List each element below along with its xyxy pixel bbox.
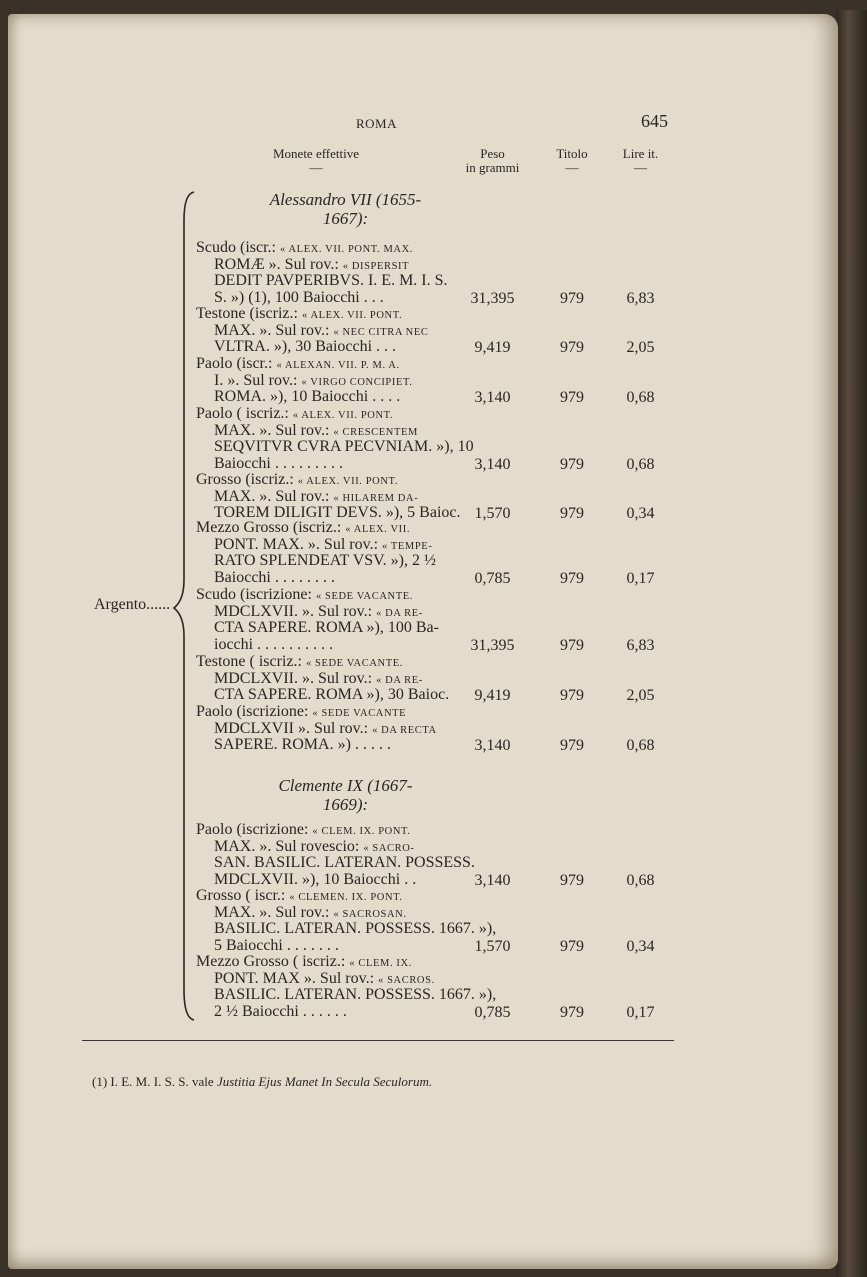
col-header-coins: Monete effettive — (272, 146, 360, 175)
coin-description-line: Mezzo Grosso (iscriz.: « ALEX. VII. (196, 519, 411, 536)
coin-description-line: BASILIC. LATERAN. POSSESS. 1667. »), (214, 920, 497, 938)
coin-weight: 3,140 (474, 737, 511, 755)
coin-description-line: PONT. MAX. ». Sul rov.: « TEMPE- (214, 535, 433, 553)
coin-fineness: 979 (560, 569, 584, 587)
section-title-clemente: Clemente IX (1667- 1669): (278, 776, 413, 814)
coin-description-line: Scudo (iscrizione: « SEDE VACANTE. (196, 586, 413, 603)
coin-description-line: Baiocchi . . . . . . . . . (214, 454, 343, 472)
coin-description-line: 2 ½ Baiocchi . . . . . . (214, 1002, 347, 1020)
coin-description-line: SAPERE. ROMA. ») . . . . . (214, 736, 391, 754)
coin-value-lire: 0,34 (626, 505, 655, 523)
coin-fineness: 979 (560, 289, 584, 307)
coin-description-line: MAX. ». Sul rov.: « NEC CITRA NEC (214, 321, 429, 339)
coin-fineness: 979 (560, 455, 584, 473)
coin-weight: 9,419 (474, 339, 511, 357)
coin-value-lire: 0,68 (626, 871, 655, 889)
coin-description-line: SAN. BASILIC. LATERAN. POSSESS. (214, 854, 475, 872)
coin-description-line: Baiocchi . . . . . . . . (214, 568, 335, 586)
coin-description-line: ROMÆ ». Sul rov.: « DISPERSIT (214, 255, 410, 273)
coin-description-line: Grosso ( iscr.: « CLEMEN. IX. PONT. (196, 887, 403, 904)
coin-weight: 9,419 (474, 687, 511, 705)
coin-fineness: 979 (560, 505, 584, 523)
coin-fineness: 979 (560, 389, 584, 407)
coin-description-line: MAX. ». Sul rov.: « HILAREM DA- (214, 487, 419, 505)
footnote-rule (82, 1040, 674, 1041)
coin-weight: 31,395 (470, 636, 515, 654)
coin-weight: 1,570 (474, 505, 511, 523)
coin-description-line: DEDIT PAVPERIBVS. I. E. M. I. S. (214, 272, 448, 290)
coin-value-lire: 2,05 (626, 339, 655, 357)
coin-description-line: MDCLXVII. ». Sul rov.: « DA RE- (214, 602, 423, 620)
book-edge (836, 10, 867, 1277)
coin-weight: 3,140 (474, 871, 511, 889)
coin-description-line: Testone ( iscriz.: « SEDE VACANTE. (196, 653, 403, 670)
coin-fineness: 979 (560, 687, 584, 705)
coin-description-line: CTA SAPERE. ROMA »), 30 Baioc. (214, 686, 450, 704)
coin-description-line: VLTRA. »), 30 Baiocchi . . . (214, 338, 397, 356)
coin-weight: 0,785 (474, 1003, 511, 1021)
coin-value-lire: 6,83 (626, 636, 655, 654)
coin-fineness: 979 (560, 1003, 584, 1021)
coin-description-line: Mezzo Grosso ( iscriz.: « CLEM. IX. (196, 953, 412, 970)
coin-description-line: MDCLXVII ». Sul rov.: « DA RECTA (214, 719, 437, 737)
coin-description-line: RATO SPLENDEAT VSV. »), 2 ½ (214, 552, 436, 570)
coin-description-line: MAX. ». Sul rov.: « SACROSAN. (214, 903, 407, 921)
coin-fineness: 979 (560, 737, 584, 755)
coin-value-lire: 0,17 (626, 1003, 655, 1021)
metal-label: Argento...... (94, 596, 171, 613)
running-title: ROMA (356, 116, 398, 131)
coin-fineness: 979 (560, 937, 584, 955)
coin-value-lire: 0,17 (626, 569, 655, 587)
coin-description-line: Testone (iscriz.: « ALEX. VII. PONT. (196, 305, 403, 322)
section-title-alessandro: Alessandro VII (1655- 1667): (269, 190, 422, 228)
coin-description-line: CTA SAPERE. ROMA »), 100 Ba- (214, 619, 439, 637)
coin-description-line: Grosso (iscriz.: « ALEX. VII. PONT. (196, 471, 399, 488)
coin-description-line: Paolo ( iscriz.: « ALEX. VII. PONT. (196, 405, 394, 422)
coin-value-lire: 6,83 (626, 289, 655, 307)
coin-description-line: MDCLXVII. ». Sul rov.: « DA RE- (214, 669, 423, 687)
coin-description-line: 5 Baiocchi . . . . . . . (214, 936, 339, 954)
coin-fineness: 979 (560, 871, 584, 889)
coin-description-line: Paolo (iscrizione: « SEDE VACANTE (196, 703, 407, 720)
coin-value-lire: 0,68 (626, 737, 655, 755)
coin-description-line: Paolo (iscr.: « ALEXAN. VII. P. M. A. (196, 355, 400, 372)
col-header-title: Titolo — (556, 146, 588, 175)
footnote: (1) I. E. M. I. S. S. vale Justitia Ejus Manet In Secula Seculorum. (92, 1074, 433, 1089)
coin-fineness: 979 (560, 636, 584, 654)
coin-description-line: MAX. ». Sul rov.: « CRESCENTEM (214, 421, 418, 439)
coin-description-line: SEQVITVR CVRA PECVNIAM. »), 10 (214, 438, 474, 456)
coin-description-line: S. ») (1), 100 Baiocchi . . . (214, 288, 384, 306)
coin-weight: 1,570 (474, 937, 511, 955)
coin-description-line: ROMA. »), 10 Baiocchi . . . . (214, 388, 401, 406)
coin-value-lire: 0,68 (626, 389, 655, 407)
coin-description-line: Paolo (iscrizione: « CLEM. IX. PONT. (196, 821, 411, 838)
coin-description-line: BASILIC. LATERAN. POSSESS. 1667. »), (214, 986, 497, 1004)
coin-description-line: PONT. MAX ». Sul rov.: « SACROS. (214, 969, 435, 987)
coin-value-lire: 0,68 (626, 455, 655, 473)
col-header-weight: Peso in grammi (465, 146, 520, 175)
coin-description-line: I. ». Sul rov.: « VIRGO CONCIPIET. (214, 371, 413, 389)
coin-value-lire: 0,34 (626, 937, 655, 955)
coin-description-line: MAX. ». Sul rovescio: « SACRO- (214, 837, 415, 855)
page-number: 645 (641, 111, 668, 131)
coin-weight: 31,395 (470, 289, 515, 307)
coin-description-line: iocchi . . . . . . . . . . (214, 635, 334, 653)
coin-value-lire: 2,05 (626, 687, 655, 705)
brace-argento (172, 190, 196, 1022)
coin-description-line: Scudo (iscr.: « ALEX. VII. PONT. MAX. (196, 239, 413, 256)
col-header-lire: Lire it. — (622, 146, 659, 175)
coin-description-line: MDCLXVII. »), 10 Baiocchi . . (214, 870, 417, 888)
coin-description-line: TOREM DILIGIT DEVS. »), 5 Baioc. (214, 504, 461, 522)
coin-weight: 3,140 (474, 389, 511, 407)
coin-fineness: 979 (560, 339, 584, 357)
coin-weight: 3,140 (474, 455, 511, 473)
coin-weight: 0,785 (474, 569, 511, 587)
